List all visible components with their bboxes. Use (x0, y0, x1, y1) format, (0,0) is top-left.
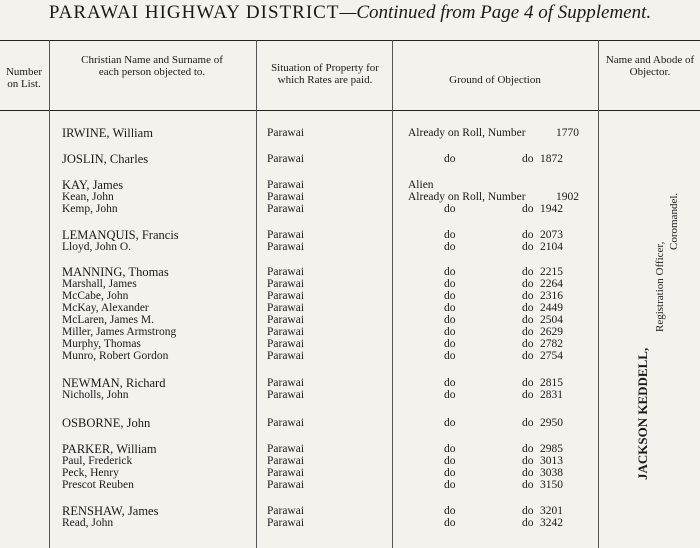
person-name: JOSLIN, Charles (62, 152, 149, 166)
objection-ground: Already on Roll, Number (408, 127, 526, 139)
list-number: 1770 (556, 127, 579, 139)
table-row (0, 338, 700, 350)
ditto-mark: do (522, 417, 534, 429)
top-rule (0, 40, 700, 41)
table-row (0, 266, 700, 278)
property-situation: Parawai (267, 455, 305, 467)
ditto-mark: do (522, 278, 534, 290)
objection-ground: do (444, 314, 456, 326)
person-name: McLaren, James M. (62, 314, 154, 326)
list-number: 2316 (540, 290, 563, 302)
table-row (0, 229, 700, 241)
person-name: Miller, James Armstrong (62, 326, 177, 338)
property-situation: Parawai (267, 302, 305, 314)
list-number: 3150 (540, 479, 563, 491)
table-row (0, 302, 700, 314)
ditto-mark: do (522, 241, 534, 253)
objection-ground: do (444, 467, 456, 479)
objector-abode: Coromandel. (668, 192, 680, 250)
ditto-mark: do (522, 443, 534, 455)
table-row (0, 203, 700, 215)
objection-ground: do (444, 290, 456, 302)
person-name: IRWINE, William (62, 126, 153, 140)
person-name: PARKER, William (62, 442, 157, 456)
ditto-mark: do (522, 479, 534, 491)
header-name: Christian Name and Surname of each person objected to. (81, 54, 223, 78)
person-name: Lloyd, John O. (62, 241, 131, 253)
person-name: Nicholls, John (62, 389, 129, 401)
objection-ground: do (444, 266, 456, 278)
objection-ground: do (444, 417, 456, 429)
list-number: 1942 (540, 203, 563, 215)
objection-ground: do (444, 338, 456, 350)
header-ground: Ground of Objection (449, 74, 541, 86)
header-situation: Situation of Property for which Rates are paid. (271, 62, 379, 86)
property-situation: Parawai (267, 377, 305, 389)
person-name: MANNING, Thomas (62, 265, 169, 279)
objection-ground: do (444, 389, 456, 401)
list-number: 2629 (540, 326, 563, 338)
table-row (0, 278, 700, 290)
list-number: 3201 (540, 505, 563, 517)
table-row (0, 377, 700, 389)
table-row (0, 455, 700, 467)
objection-ground: do (444, 505, 456, 517)
ditto-mark: do (522, 338, 534, 350)
person-name: NEWMAN, Richard (62, 376, 166, 390)
ditto-mark: do (522, 153, 534, 165)
person-name: Marshall, James (62, 278, 137, 290)
property-situation: Parawai (267, 443, 305, 455)
list-number: 2073 (540, 229, 563, 241)
objection-ground: do (444, 455, 456, 467)
list-number: 2215 (540, 266, 563, 278)
list-number: 2264 (540, 278, 563, 290)
property-situation: Parawai (267, 191, 305, 203)
ditto-mark: do (522, 467, 534, 479)
objection-ground: do (444, 479, 456, 491)
property-situation: Parawai (267, 517, 305, 529)
district-title: PARAWAI HIGHWAY DISTRICT (48, 2, 340, 23)
ditto-mark: do (522, 517, 534, 529)
person-name: LEMANQUIS, Francis (62, 228, 179, 242)
property-situation: Parawai (267, 505, 305, 517)
objection-ground: do (444, 241, 456, 253)
ditto-mark: do (522, 266, 534, 278)
property-situation: Parawai (267, 229, 305, 241)
table-row (0, 314, 700, 326)
ditto-mark: do (522, 377, 534, 389)
header-objector: Name and Abode of Objector. (605, 54, 695, 78)
ditto-mark: do (522, 302, 534, 314)
table-row (0, 179, 700, 191)
objection-ground: Already on Roll, Number (408, 191, 526, 203)
property-situation: Parawai (267, 467, 305, 479)
property-situation: Parawai (267, 179, 305, 191)
list-number: 2985 (540, 443, 563, 455)
list-number: 2815 (540, 377, 563, 389)
continued-note: —Continued from Page 4 of Supplement. (339, 2, 652, 23)
objection-ground: do (444, 203, 456, 215)
table-row (0, 127, 700, 139)
table-row (0, 350, 700, 362)
table-row (0, 517, 700, 529)
person-name: Murphy, Thomas (62, 338, 141, 350)
list-number: 3038 (540, 467, 563, 479)
table-row (0, 290, 700, 302)
person-name: Kean, John (62, 191, 114, 203)
ditto-mark: do (522, 290, 534, 302)
property-situation: Parawai (267, 153, 305, 165)
objection-ground: do (444, 350, 456, 362)
table-row (0, 326, 700, 338)
property-situation: Parawai (267, 389, 305, 401)
property-situation: Parawai (267, 350, 305, 362)
property-situation: Parawai (267, 266, 305, 278)
table-row (0, 389, 700, 401)
objection-ground: do (444, 517, 456, 529)
list-number: 2782 (540, 338, 563, 350)
person-name: McCabe, John (62, 290, 129, 302)
list-number: 1902 (556, 191, 579, 203)
person-name: Read, John (62, 517, 114, 529)
table-row (0, 191, 700, 203)
header-number: Number on List. (5, 66, 43, 90)
list-number: 2754 (540, 350, 563, 362)
list-number: 2104 (540, 241, 563, 253)
property-situation: Parawai (267, 203, 305, 215)
property-situation: Parawai (267, 417, 305, 429)
person-name: Munro, Robert Gordon (62, 350, 169, 362)
property-situation: Parawai (267, 326, 305, 338)
ditto-mark: do (522, 505, 534, 517)
person-name: Paul, Frederick (62, 455, 133, 467)
list-number: 2950 (540, 417, 563, 429)
person-name: Peck, Henry (62, 467, 119, 479)
objection-ground: Alien (408, 179, 434, 191)
table-row (0, 467, 700, 479)
table-row (0, 241, 700, 253)
objection-ground: do (444, 443, 456, 455)
property-situation: Parawai (267, 241, 305, 253)
list-number: 3013 (540, 455, 563, 467)
table-row (0, 153, 700, 165)
objection-ground: do (444, 229, 456, 241)
ditto-mark: do (522, 350, 534, 362)
table-row (0, 443, 700, 455)
table-row (0, 479, 700, 491)
property-situation: Parawai (267, 290, 305, 302)
objector-title: Registration Officer, (654, 241, 666, 332)
list-number: 2449 (540, 302, 563, 314)
list-number: 1872 (540, 153, 563, 165)
property-situation: Parawai (267, 314, 305, 326)
property-situation: Parawai (267, 278, 305, 290)
ditto-mark: do (522, 229, 534, 241)
property-situation: Parawai (267, 127, 305, 139)
ditto-mark: do (522, 326, 534, 338)
property-situation: Parawai (267, 479, 305, 491)
page-title (0, 2, 700, 24)
objector-name: JACKSON KEDDELL, (635, 347, 650, 480)
ditto-mark: do (522, 389, 534, 401)
person-name: KAY, James (62, 178, 124, 192)
ditto-mark: do (522, 455, 534, 467)
list-number: 2504 (540, 314, 563, 326)
header-rule (0, 110, 700, 111)
person-name: OSBORNE, John (62, 416, 151, 430)
ditto-mark: do (522, 314, 534, 326)
objection-ground: do (444, 302, 456, 314)
property-situation: Parawai (267, 338, 305, 350)
objection-ground: do (444, 326, 456, 338)
list-number: 2831 (540, 389, 563, 401)
table-row (0, 505, 700, 517)
objection-ground: do (444, 278, 456, 290)
ditto-mark: do (522, 203, 534, 215)
list-number: 3242 (540, 517, 563, 529)
person-name: RENSHAW, James (62, 504, 159, 518)
person-name: Kemp, John (62, 203, 118, 215)
person-name: Prescot Reuben (62, 479, 134, 491)
table-row (0, 417, 700, 429)
person-name: McKay, Alexander (62, 302, 149, 314)
objection-ground: do (444, 153, 456, 165)
objection-ground: do (444, 377, 456, 389)
